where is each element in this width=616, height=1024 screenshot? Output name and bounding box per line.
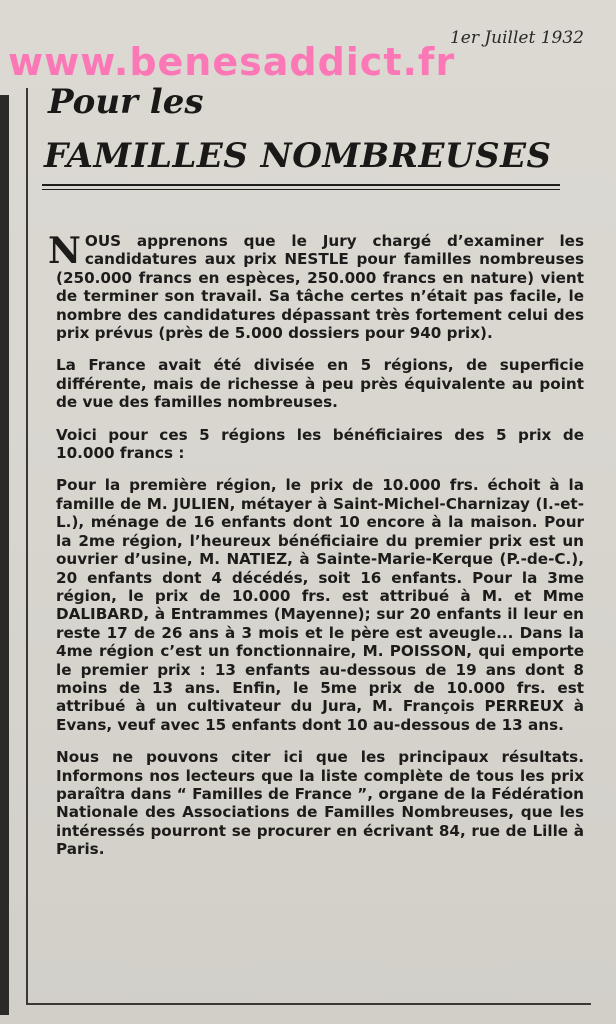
bottom-rule [26, 1003, 591, 1005]
website-watermark: www.benesaddict.fr [8, 40, 456, 84]
paragraph-2: La France avait été divisée en 5 régions, de superficie différente, mais de richesse à peu près équivalente au point de vue des familles nombreuses. [56, 356, 584, 412]
article-title-line1: Pour les [48, 82, 204, 122]
title-underline [42, 184, 560, 186]
article-body [48, 230, 584, 873]
paragraph-4: Pour la première région, le prix de 10.000 frs. échoit à la famille de M. JULIEN, métayer à Saint-Michel-Charnizay (I.-et-L.), ménage de 16 enfants dont 10 encore à la maison. Pour la 2me région, l’heureux bénéficiaire du premier prix est un ouvrier d’usine, M. NATIEZ, à Sainte-Marie-Kerque (P.-de-C.), 20 enfants dont 4 décédés, soit 16 enfants. Pour la 3me région, le prix de 10.000 frs. est attribué à M. et Mme DALIBARD, à Entrammes (Mayenne); sur 20 enfants il leur en reste 17 de 26 ans à 3 mois et le père est aveugle... Dans la 4me région c’est un fonctionnaire, M. POISSON, qui emporte le premier prix : 13 enfants au-dessous de 19 ans dont 8 moins de 13 ans. Enfin, le 5me prix de 10.000 frs. est attribué à un cultivateur du Jura, M. François PERREUX à Evans, veuf avec 15 enfants dont 10 au-dessous de 13 ans. [56, 476, 584, 734]
paragraph-5: Nous ne pouvons citer ici que les principaux résultats. Informons nos lecteurs que la liste complète de tous les prix paraîtra dans “ Familles de France ”, organe de la Fédération Nationale des Associations de Familles Nombreuses, que les intéressés pourront se procurer en écrivant 84, rue de Lille à Paris. [56, 748, 584, 859]
paragraph-1 [48, 230, 584, 343]
issue-date: 1er Juillet 1932 [449, 28, 584, 48]
binding-shadow [0, 95, 9, 1015]
article-title-line2: FAMILLES NOMBREUSES [44, 136, 552, 176]
left-column-rule [26, 88, 28, 1003]
paragraph-3: Voici pour ces 5 régions les bénéficiaires des 5 prix de 10.000 francs : [56, 425, 584, 463]
drop-cap: N [48, 230, 81, 272]
title-underline-thin [42, 189, 560, 190]
paragraph-1-text: OUS apprenons que le Jury chargé d’examiner les candidatures aux prix NESTLE pour familles nombreuses (250.000 francs en espèces, 250.000 francs en nature) vient de terminer son travail. Sa tâche certes n’était pas facile, le nombre des candidatures dépassant très fortement celui des prix prévus (près de 5.000 dossiers pour 940 prix). [56, 232, 584, 343]
